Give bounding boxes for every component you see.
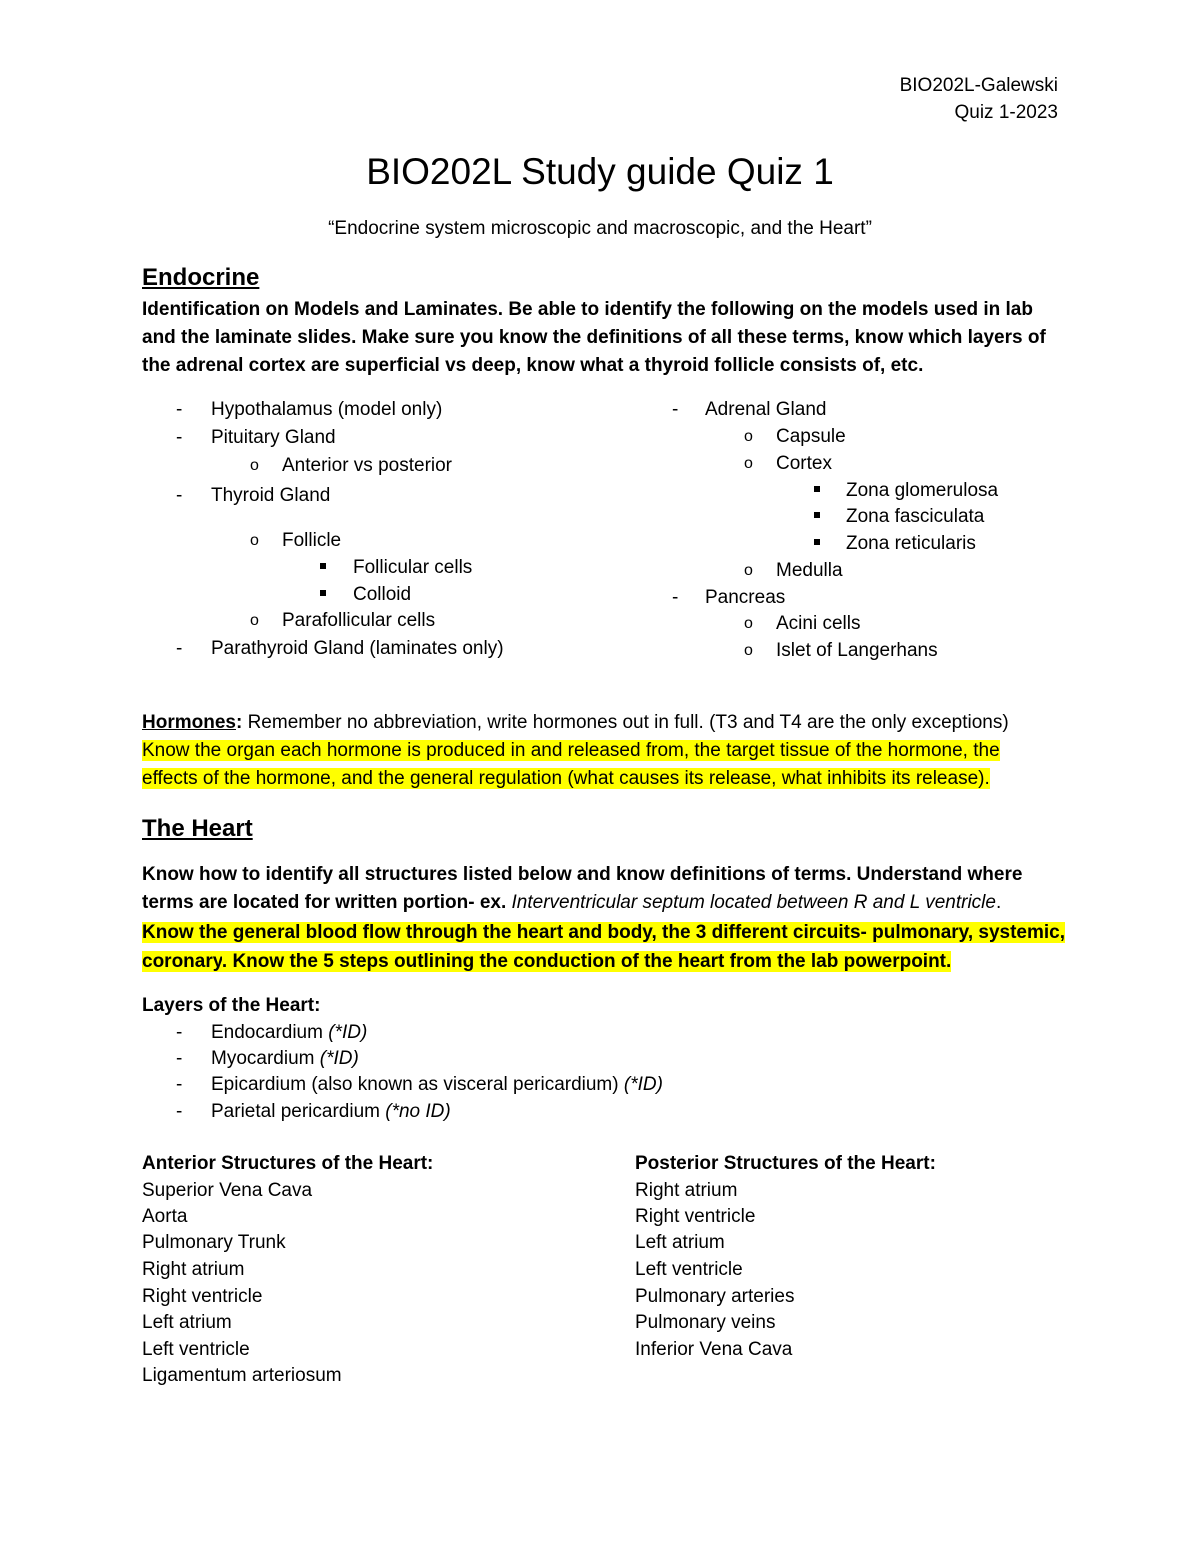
heart-line-3 xyxy=(142,919,1065,946)
item-cortex: Cortex xyxy=(776,453,832,474)
posterior-item: Inferior Vena Cava xyxy=(635,1339,793,1360)
circle-bullet: o xyxy=(744,455,753,472)
posterior-heading: Posterior Structures of the Heart: xyxy=(635,1153,936,1174)
square-bullet xyxy=(814,512,820,518)
circle-bullet: o xyxy=(744,428,753,445)
highlight-text: coronary xyxy=(142,951,222,972)
dash-bullet: - xyxy=(176,485,183,506)
anterior-item: Left atrium xyxy=(142,1312,232,1333)
endocrine-heading: Endocrine xyxy=(142,264,260,291)
hormones-highlight-line-1 xyxy=(142,737,1000,764)
hormones-paragraph xyxy=(142,709,1009,736)
item-pituitary-sub: Anterior vs posterior xyxy=(282,455,453,476)
layer-note: (*no ID) xyxy=(385,1101,451,1122)
anterior-item: Pulmonary Trunk xyxy=(142,1232,286,1253)
layers-heading: Layers of the Heart: xyxy=(142,995,321,1016)
header-line-1: BIO202L-Galewski xyxy=(899,75,1058,96)
dash-bullet: - xyxy=(672,587,679,608)
dash-bullet: - xyxy=(176,1022,183,1043)
endocrine-intro-line-1: Identification on Models and Laminates. Be able to identify the following on the models used in lab xyxy=(142,299,1033,320)
item-colloid: Colloid xyxy=(353,584,412,605)
anterior-item: Ligamentum arteriosum xyxy=(142,1365,342,1386)
item-zona-fasciculata: Zona fasciculata xyxy=(846,506,985,527)
posterior-item: Left ventricle xyxy=(635,1259,743,1280)
anterior-item: Left ventricle xyxy=(142,1339,250,1360)
layer-epicardium xyxy=(211,1071,663,1098)
anterior-item: Right atrium xyxy=(142,1259,245,1280)
layer-name: Endocardium xyxy=(211,1022,329,1043)
hormones-colon: : xyxy=(235,712,243,733)
heart-line-2-italic: Interventricular septum located between R and L ventricle xyxy=(511,892,996,913)
square-bullet xyxy=(814,486,820,492)
item-capsule: Capsule xyxy=(776,426,846,447)
layer-name: Myocardium xyxy=(211,1048,320,1069)
dash-bullet: - xyxy=(176,1074,183,1095)
endocrine-intro-line-2: and the laminate slides. Make sure you know the definitions of all these terms, know which layers of xyxy=(142,327,1046,348)
layer-note: (*ID) xyxy=(623,1074,663,1095)
layer-endocardium xyxy=(211,1019,367,1046)
dash-bullet: - xyxy=(176,1048,183,1069)
header-line-2: Quiz 1-2023 xyxy=(954,102,1058,123)
item-follicular-cells: Follicular cells xyxy=(353,557,473,578)
square-bullet xyxy=(320,590,326,596)
circle-bullet: o xyxy=(250,612,259,629)
hormones-label: Hormones xyxy=(142,712,236,733)
item-parathyroid: Parathyroid Gland (laminates only) xyxy=(211,638,504,659)
heart-line-2-bold: terms are located for written portion- ex. xyxy=(142,892,512,913)
dash-bullet: - xyxy=(176,399,183,420)
heart-line-1: Know how to identify all structures listed below and know definitions of terms. Understand where xyxy=(142,864,1023,885)
layer-myocardium xyxy=(211,1045,359,1072)
circle-bullet: o xyxy=(250,457,259,474)
dash-bullet: - xyxy=(672,399,679,420)
posterior-item: Left atrium xyxy=(635,1232,725,1253)
endocrine-intro-line-3: the adrenal cortex are superficial vs deep, know what a thyroid follicle consists of, etc. xyxy=(142,355,924,376)
anterior-heading: Anterior Structures of the Heart: xyxy=(142,1153,434,1174)
circle-bullet: o xyxy=(744,615,753,632)
heart-line-4 xyxy=(142,948,951,975)
dash-bullet: - xyxy=(176,1101,183,1122)
posterior-item: Right atrium xyxy=(635,1180,738,1201)
item-pituitary: Pituitary Gland xyxy=(211,427,336,448)
item-zona-reticularis: Zona reticularis xyxy=(846,533,976,554)
highlight-text: . Know the 5 steps outlining the conduction of the heart from the lab powerpoint. xyxy=(221,951,952,972)
item-medulla: Medulla xyxy=(776,560,843,581)
anterior-item: Right ventricle xyxy=(142,1286,263,1307)
square-bullet xyxy=(814,539,820,545)
item-pancreas: Pancreas xyxy=(705,587,786,608)
posterior-item: Right ventricle xyxy=(635,1206,756,1227)
anterior-item: Superior Vena Cava xyxy=(142,1180,313,1201)
item-adrenal: Adrenal Gland xyxy=(705,399,827,420)
highlight-text: effects of the hormone, and the general regulation (what causes its release, what inhibits its release). xyxy=(142,768,990,789)
layer-note: (*ID) xyxy=(328,1022,368,1043)
layer-name: Parietal pericardium xyxy=(211,1101,386,1122)
page-title: BIO202L Study guide Quiz 1 xyxy=(366,151,834,192)
posterior-item: Pulmonary veins xyxy=(635,1312,776,1333)
posterior-item: Pulmonary arteries xyxy=(635,1286,795,1307)
hormones-text: Remember no abbreviation, write hormones out in full. (T3 and T4 are the only exceptions) xyxy=(242,712,1009,733)
heart-line-2 xyxy=(142,889,1001,916)
square-bullet xyxy=(320,563,326,569)
item-acini-cells: Acini cells xyxy=(776,613,861,634)
heart-line-2-end: . xyxy=(995,892,1002,913)
item-islet: Islet of Langerhans xyxy=(776,640,938,661)
heart-heading: The Heart xyxy=(142,815,253,842)
hormones-highlight-line-2 xyxy=(142,765,990,792)
page-subtitle: “Endocrine system microscopic and macroscopic, and the Heart” xyxy=(328,218,872,239)
circle-bullet: o xyxy=(744,562,753,579)
item-follicle: Follicle xyxy=(282,530,342,551)
layer-note: (*ID) xyxy=(319,1048,359,1069)
circle-bullet: o xyxy=(250,532,259,549)
item-parafollicular: Parafollicular cells xyxy=(282,610,436,631)
dash-bullet: - xyxy=(176,427,183,448)
layer-parietal-pericardium xyxy=(211,1098,451,1125)
layer-name: Epicardium (also known as visceral pericardium) xyxy=(211,1074,624,1095)
dash-bullet: - xyxy=(176,638,183,659)
item-hypothalamus: Hypothalamus (model only) xyxy=(211,399,443,420)
item-thyroid: Thyroid Gland xyxy=(211,485,331,506)
highlight-text: Know the organ each hormone is produced in and released from, the target tissue of the hormone, the xyxy=(142,740,1000,761)
item-zona-glomerulosa: Zona glomerulosa xyxy=(846,480,999,501)
anterior-item: Aorta xyxy=(142,1206,188,1227)
circle-bullet: o xyxy=(744,642,753,659)
highlight-text: Know the general blood flow through the heart and body, the 3 different circuits- pulmonary, systemic, xyxy=(142,922,1066,943)
